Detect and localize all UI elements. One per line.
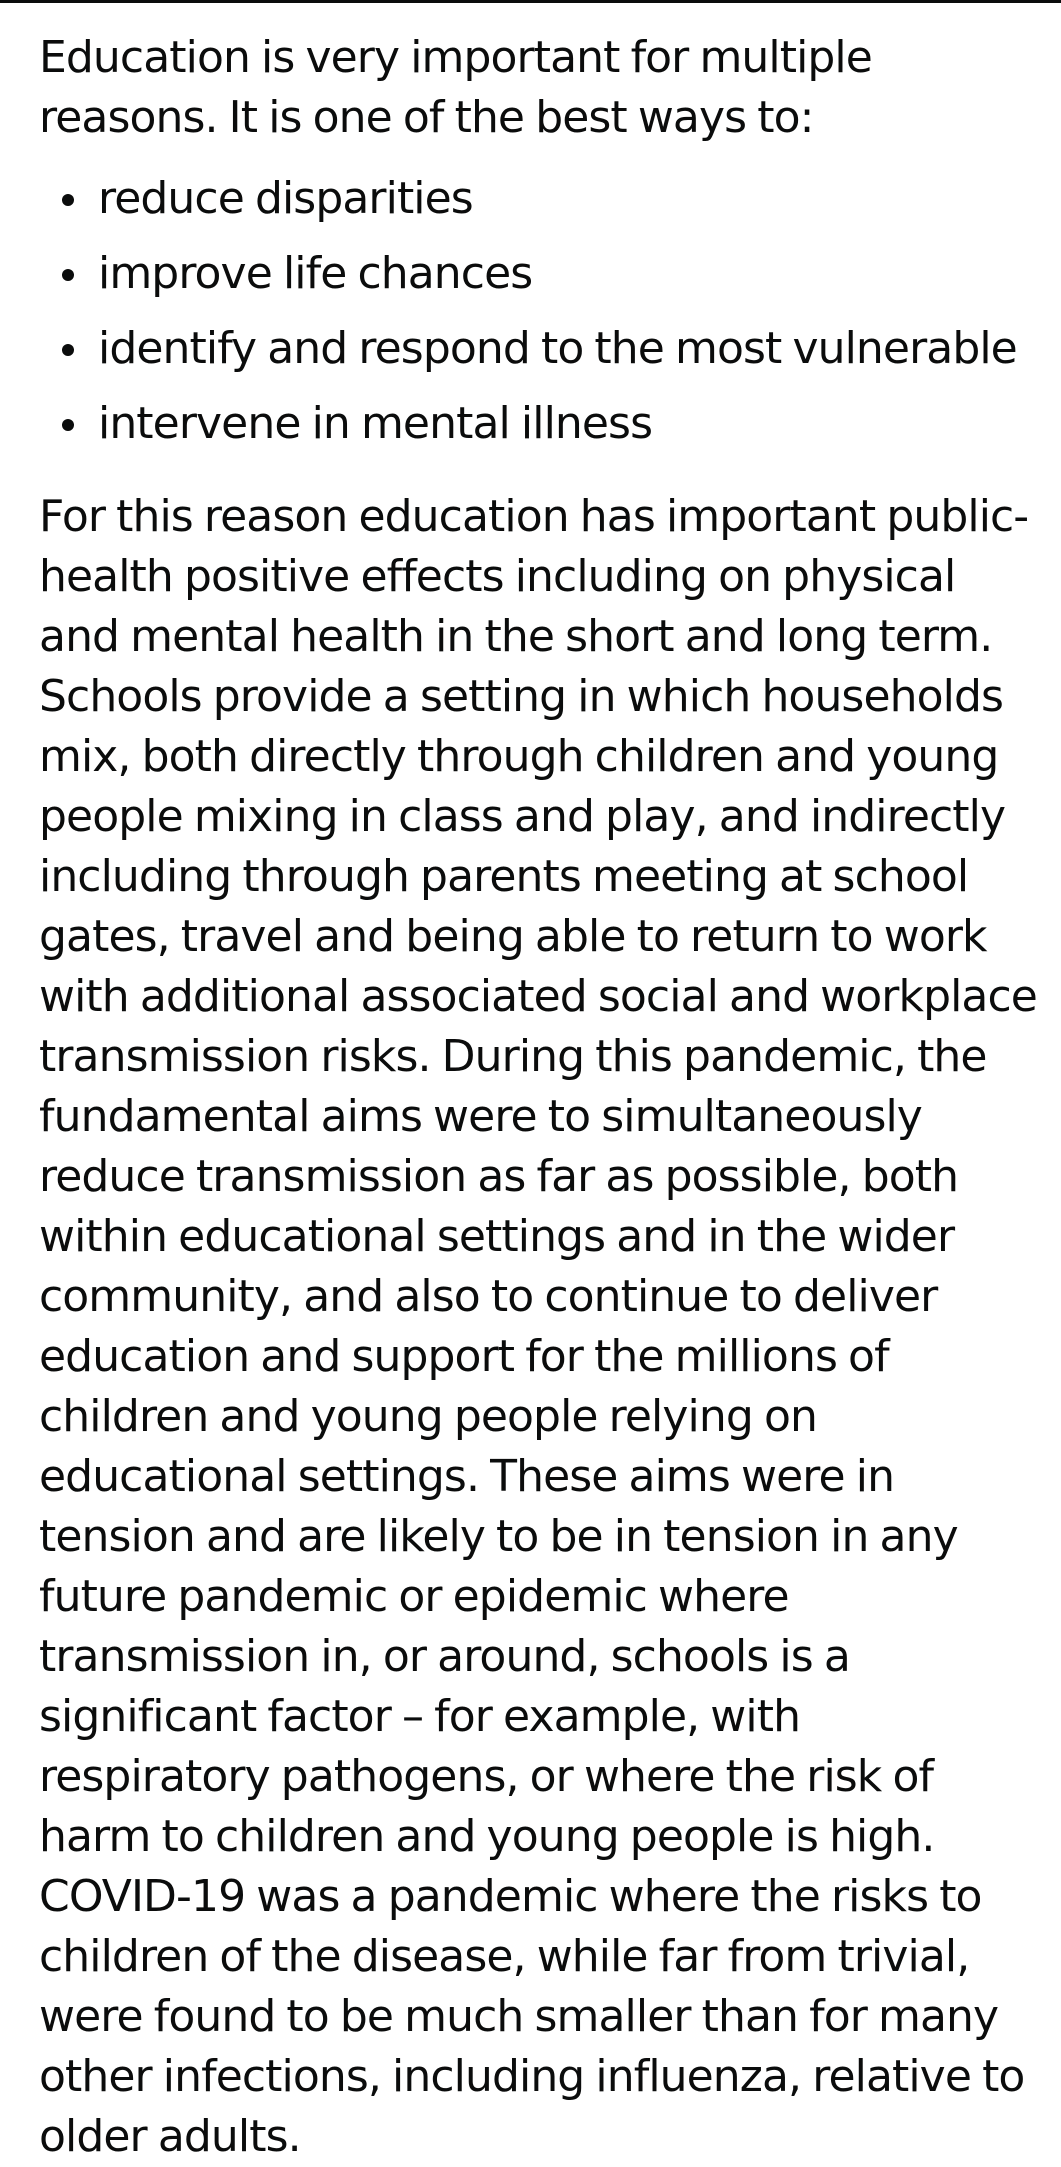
body-paragraph: For this reason education has important public-health positive effects including on physical and mental health in the short and long term. Schools provide a setting in which households mix, both directly through children and young people mixing in class and play, and indirectly including through parents meeting at school gates, travel and being able to return to work with additional associated social and workplace transmission risks. During this pandemic, the fundamental aims were to simultaneously reduce transmission as far as possible, both within educational settings and in the wider community, and also to continue to deliver education and support for the millions of children and young people relying on educational settings. These aims were in tension and are likely to be in tension in any future pandemic or epidemic where transmission in, or around, schools is a significant factor – for example, with respiratory pathogens, or where the risk of harm to children and young people is high. COVID-19 was a pandemic where the risks to children of the disease, while far from trivial, were found to be much smaller than for many other infections, including influenza, relative to older adults. bbox=[39, 491, 1037, 2162]
list-item-text: identify and respond to the most vulnerable bbox=[98, 323, 1017, 374]
list-item-text: intervene in mental illness bbox=[98, 398, 653, 449]
bullet-icon bbox=[62, 344, 74, 356]
article-content bbox=[39, 28, 1039, 2167]
list-item bbox=[39, 319, 1039, 394]
bullet-icon bbox=[62, 269, 74, 281]
bullet-icon bbox=[62, 194, 74, 206]
bullet-list bbox=[39, 169, 1039, 469]
list-item-text: reduce disparities bbox=[98, 173, 473, 224]
list-item bbox=[39, 169, 1039, 244]
list-item bbox=[39, 244, 1039, 319]
bullet-icon bbox=[62, 419, 74, 431]
top-divider bbox=[0, 0, 1061, 3]
list-item-text: improve life chances bbox=[98, 248, 533, 299]
list-item bbox=[39, 394, 1039, 469]
intro-paragraph: Education is very important for multiple reasons. It is one of the best ways to: bbox=[39, 32, 872, 143]
